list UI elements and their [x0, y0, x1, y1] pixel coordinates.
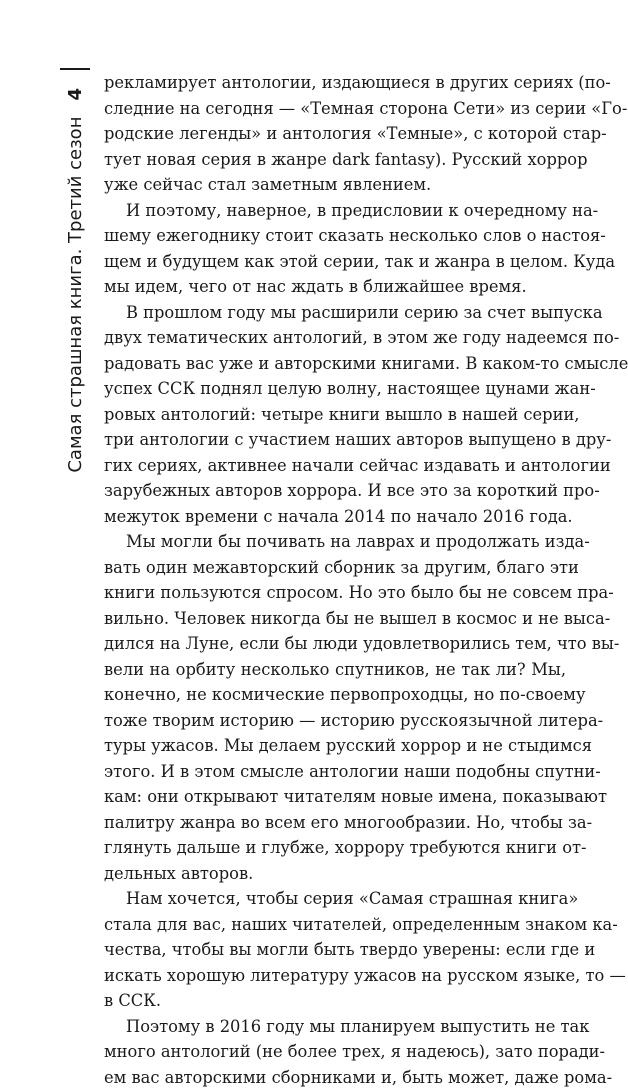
text-line: этого. И в этом смысле антологии наши подобны спутни- — [104, 759, 566, 785]
paragraph — [104, 70, 566, 198]
text-line: палитру жанра во всем его многообразии. Но, чтобы за- — [104, 810, 566, 836]
text-line: дельных авторов. — [104, 861, 566, 887]
text-line: много антологий (не более трех, я надеюсь), зато поради- — [104, 1039, 566, 1065]
running-title: Самая страшная книга. Третий сезон — [65, 117, 86, 473]
text-line: ровых антологий: четыре книги вышло в нашей серии, — [104, 402, 566, 428]
text-line: рекламирует антологии, издающиеся в других сериях (по- — [104, 70, 566, 96]
text-line: зарубежных авторов хоррора. И все это за короткий про- — [104, 478, 566, 504]
paragraph — [104, 300, 566, 530]
text-line: вать один межавторский сборник за другим, благо эти — [104, 555, 566, 581]
running-header — [58, 88, 92, 728]
text-line: тоже творим историю — историю русскоязычной литера- — [104, 708, 566, 734]
text-line: успех ССК поднял целую волну, настоящее цунами жан- — [104, 376, 566, 402]
text-line: Нам хочется, чтобы серия «Самая страшная книга» — [104, 886, 566, 912]
text-line: кам: они открывают читателям новые имена, показывают — [104, 784, 566, 810]
text-line: межуток времени с начала 2014 по начало 2016 года. — [104, 504, 566, 530]
text-line: мы идем, чего от нас ждать в ближайшее время. — [104, 274, 566, 300]
text-line: шему ежегоднику стоит сказать несколько слов о настоя- — [104, 223, 566, 249]
text-line: Поэтому в 2016 году мы планируем выпустить не так — [104, 1014, 566, 1040]
text-line: родские легенды» и антология «Темные», с которой стар- — [104, 121, 566, 147]
text-line: В прошлом году мы расширили серию за счет выпуска — [104, 300, 566, 326]
text-line: следние на сегодня — «Темная сторона Сети» из серии «Го- — [104, 96, 566, 122]
paragraph — [104, 886, 566, 1014]
paragraph — [104, 198, 566, 300]
header-rule — [60, 68, 90, 70]
text-line: уже сейчас стал заметным явлением. — [104, 172, 566, 198]
text-line: вильно. Человек никогда бы не вышел в космос и не выса- — [104, 606, 566, 632]
text-line: три антологии с участием наших авторов выпущено в дру- — [104, 427, 566, 453]
text-line: тует новая серия в жанре dark fantasy). Русский хоррор — [104, 147, 566, 173]
text-line: гих сериях, активнее начали сейчас издавать и антологии — [104, 453, 566, 479]
text-line: ем вас авторскими сборниками и, быть может, даже рома- — [104, 1065, 566, 1090]
text-line: книги пользуются спросом. Но это было бы не совсем пра- — [104, 580, 566, 606]
paragraph — [104, 529, 566, 886]
text-line: радовать вас уже и авторскими книгами. В каком-то смысле — [104, 351, 566, 377]
text-line: глянуть дальше и глубже, хоррору требуются книги от- — [104, 835, 566, 861]
text-line: двух тематических антологий, в этом же году надеемся по- — [104, 325, 566, 351]
text-line: И поэтому, наверное, в предисловии к очередному на- — [104, 198, 566, 224]
text-line: стала для вас, наших читателей, определенным знаком ка- — [104, 912, 566, 938]
text-line: вели на орбиту несколько спутников, не так ли? Мы, — [104, 657, 566, 683]
text-line: Мы могли бы почивать на лаврах и продолжать изда- — [104, 529, 566, 555]
page-number: 4 — [65, 88, 86, 101]
text-line: дился на Луне, если бы люди удовлетворились тем, что вы- — [104, 631, 566, 657]
text-line: в ССК. — [104, 988, 566, 1014]
text-line: туры ужасов. Мы делаем русский хоррор и не стыдимся — [104, 733, 566, 759]
text-line: чества, чтобы вы могли быть твердо уверены: если где и — [104, 937, 566, 963]
text-line: конечно, не космические первопроходцы, но по-своему — [104, 682, 566, 708]
text-line: щем и будущем как этой серии, так и жанра в целом. Куда — [104, 249, 566, 275]
body-text — [104, 70, 566, 1090]
paragraph — [104, 1014, 566, 1090]
text-line: искать хорошую литературу ужасов на русском языке, то — — [104, 963, 566, 989]
